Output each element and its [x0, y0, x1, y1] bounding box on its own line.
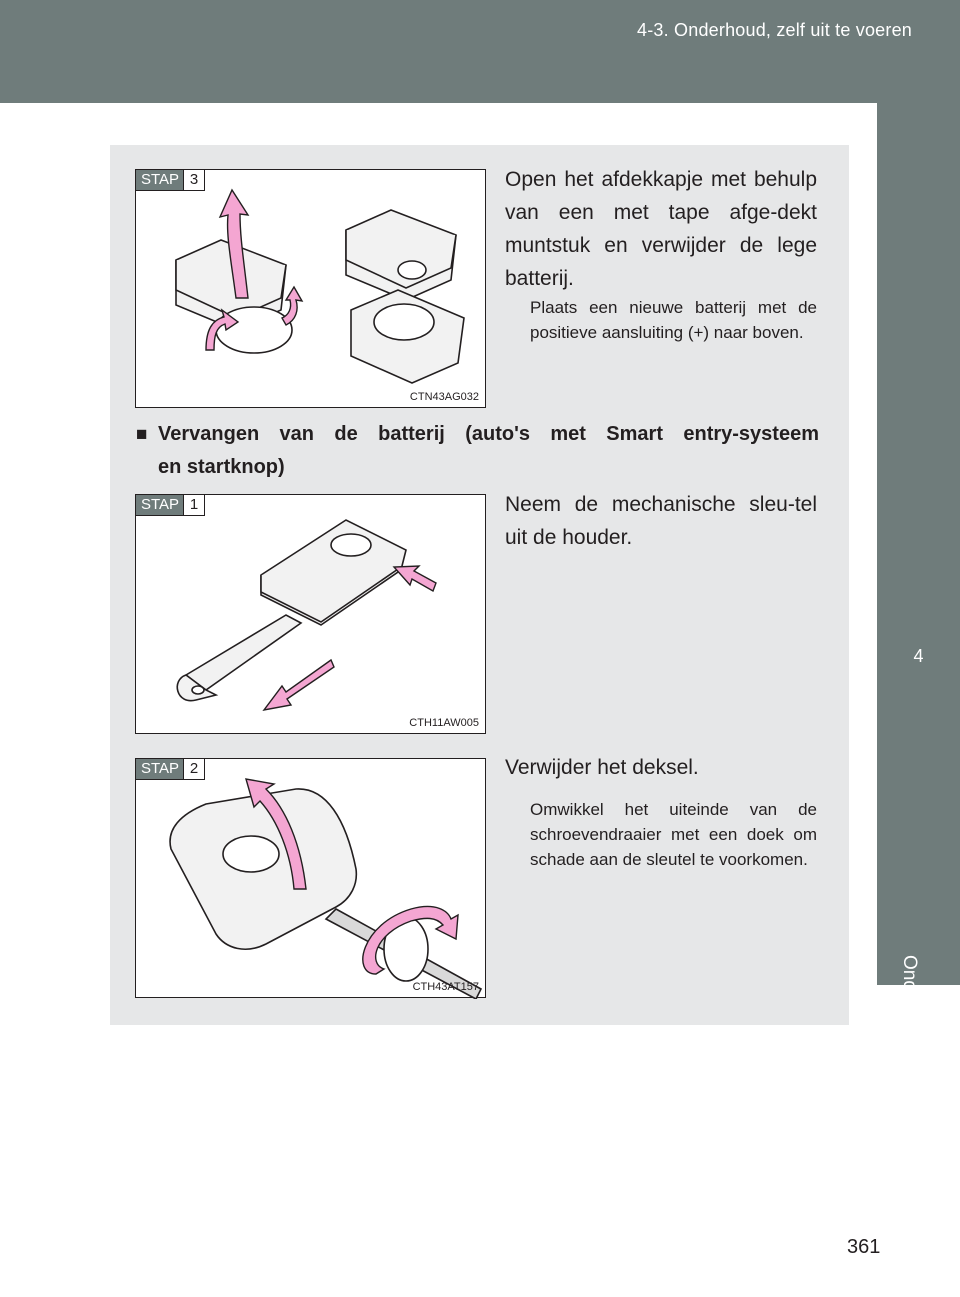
figure-code: CTH43AT157 — [412, 981, 479, 993]
figure-stap-1 — [135, 494, 486, 734]
figure-stap-2 — [135, 758, 486, 998]
page-header — [0, 0, 960, 103]
mechanical-key-removal-illustration — [136, 495, 487, 735]
chapter-number: 4 — [913, 646, 924, 666]
step-3-note-text: Plaats een nieuwe batterij met de positieve aansluiting (+) naar boven. — [530, 298, 817, 342]
step-3-note — [530, 295, 817, 345]
step-2-instruction: Verwijder het deksel. — [505, 756, 699, 779]
heading-line-1: Vervangen van de batterij (auto's met Smart entry-systeem — [158, 423, 819, 445]
step-2-text — [505, 751, 817, 784]
side-tab-upper — [877, 103, 960, 615]
step-1-instruction: Neem de mechanische sleu-tel uit de houder. — [505, 493, 817, 549]
figure-code: CTN43AG032 — [409, 391, 479, 403]
figure-code: CTH11AW005 — [409, 717, 479, 729]
heading-line-2: en startknop) — [158, 456, 285, 478]
figure-stap-3 — [135, 169, 486, 408]
stap-badge: STAP 2 — [135, 758, 205, 780]
section-heading — [136, 418, 819, 484]
step-2-note — [530, 797, 817, 872]
key-case-opened-illustration — [136, 170, 487, 409]
step-3-text — [505, 163, 817, 295]
heading-marker: ■ — [136, 424, 148, 445]
step-1-text — [505, 488, 817, 554]
side-tab-chapter — [877, 615, 960, 985]
step-3-instruction: Open het afdekkapje met behulp van een met tape afge-dekt muntstuk en verwijder de lege batterij. — [505, 168, 817, 290]
chapter-title: Onderhoud en verzorging — [899, 955, 920, 1171]
cover-removal-illustration — [136, 759, 487, 999]
section-title: 4-3. Onderhoud, zelf uit te voeren — [637, 20, 912, 40]
page-number: 361 — [847, 1236, 881, 1258]
step-2-note-text: Omwikkel het uiteinde van de schroevendraaier met een doek om schade aan de sleutel te voorkomen. — [530, 800, 817, 869]
stap-badge: STAP 3 — [135, 169, 205, 191]
stap-badge: STAP 1 — [135, 494, 205, 516]
